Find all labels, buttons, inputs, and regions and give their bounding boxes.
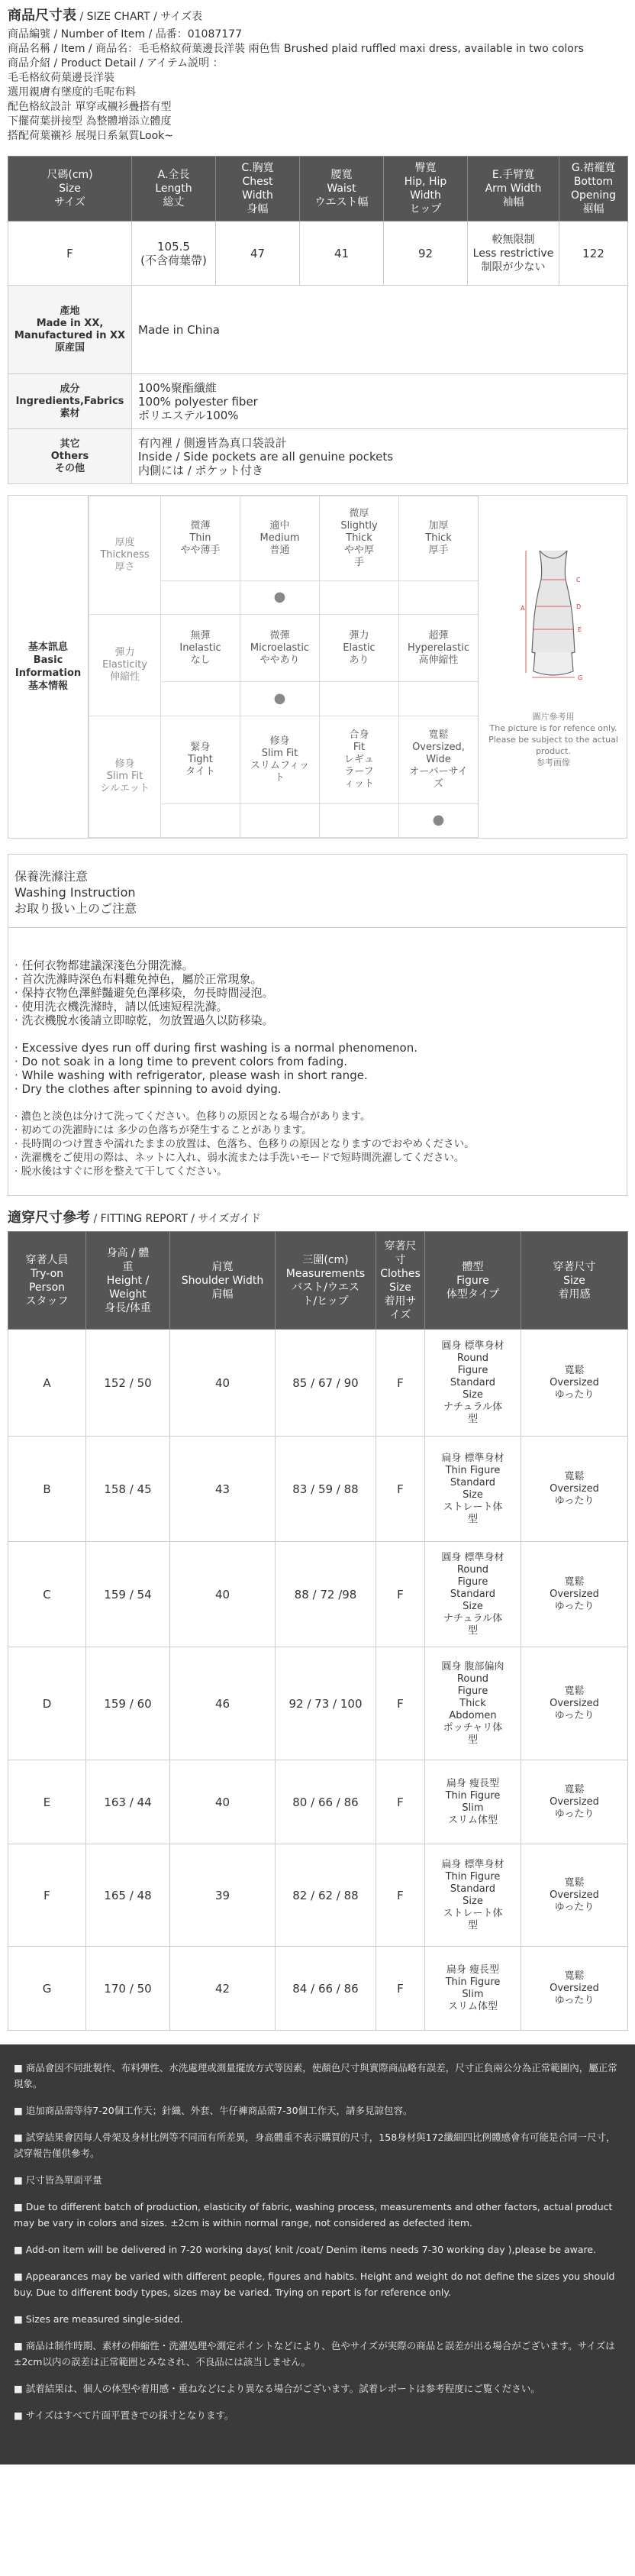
option-thick: 加厚 Thick 厚手 [399,496,479,581]
origin-label: 產地 Made in XX, Manufactured in XX 原産国 [8,286,132,374]
wash-line-zh: · 保持衣物色澤鮮豔避免色澤移染，勿長時間浸泡。 [15,986,274,1000]
option-inelastic: 無彈 Inelastic なし [161,614,240,682]
header-chest: C.胸寬 Chest Width 身幅 [216,157,300,221]
cell-person: A [8,1330,86,1437]
option-oversized: 寬鬆 Oversized, Wide オーバーサイ ズ [399,716,479,803]
note-line: ■ 追加商品需等待7-20個工作天；針織、外套、牛仔褲商品需7-30個工作天，請多見諒包容。 [14,2105,413,2116]
cell-fit: 寬鬆 Oversized ゆったり [521,1760,628,1844]
header-size: 尺碼(cm) Size サイズ [8,157,132,221]
cell-shoulder: 43 [170,1437,276,1542]
marker-cell [399,580,479,614]
wash-line-zh: · 首次洗滌時深色布料難免掉色，屬於正常現象。 [15,972,263,986]
cell-shoulder: 40 [170,1542,276,1647]
cell-shoulder: 46 [170,1647,276,1760]
cell-size: F [376,1647,425,1760]
header-waist: 腰寬 Waist ウエスト幅 [300,157,384,221]
marker-cell [399,682,479,716]
note-line: ■ Add-on item will be delivered in 7-20 working days( knit /coat/ Denim items needs 7-30 working day ),please be aware. [14,2244,597,2255]
marker-cell [320,803,399,837]
cell-height-weight: 163 / 44 [86,1760,170,1844]
table-row [8,1542,628,1647]
cell-fit: 寬鬆 Oversized ゆったり [521,1947,628,2031]
cell-figure: 扁身 標準身材 Thin Figure Standard Size ストレート体 型 [425,1437,521,1542]
header-arm: E.手臂寬 Arm Width 袖幅 [468,157,559,221]
fitting-subheading: / FITTING REPORT / サイズガイド [90,1213,261,1225]
table-row [8,374,628,429]
wash-line-en: · Do not soak in a long time to prevent colors from fading. [15,1055,348,1068]
cell-person: G [8,1947,86,2031]
table-row [8,429,628,484]
option-thin: 微薄 Thin やや薄手 [161,496,240,581]
note-line: ■ 試穿結果會因每人骨架及身材比例等不同而有所差異，身高體重不表示購買的尺寸，158身材與172纖細四比例體感會有可能是合同一尺寸，試穿報告僅供參考。 [14,2132,616,2159]
washing-body [8,928,627,1195]
note-line: ■ Appearances may be varied with different people, figures and habits. Height and weight do not define the sizes you should buy. Due to different body types, sizes may be varied. Trying on report is for reference only. [14,2271,615,2298]
marker-cell [320,682,399,716]
cell-person: C [8,1542,86,1647]
elasticity-row [89,614,479,682]
table-row [8,286,628,374]
cell-measurements: 84 / 66 / 86 [276,1947,376,2031]
cell-arm: 較無限制 Less restrictive 制限が少ない [468,221,559,286]
table-row [8,1844,628,1947]
cell-shoulder: 39 [170,1844,276,1947]
cell-fit: 寬鬆 Oversized ゆったり [521,1542,628,1647]
header-person: 穿著人員 Try-on Person スタッフ [8,1232,86,1330]
option-slightly-thick: 微厚 Slightly Thick やや厚 手 [320,496,399,581]
item-name: 商品名稱 / Item / 商品名：毛毛格紋荷葉邊長洋裝 兩色售 Brushed plaid ruffled maxi dress, available in two colors [8,43,584,55]
washing-title-zh: 保養洗滌注意 [15,869,89,884]
cell-figure: 圓身 標準身材 Round Figure Standard Size ナチュラル体 型 [425,1330,521,1437]
marker-cell [161,580,240,614]
dress-sketch-icon [479,496,628,702]
fitting-report-title [0,1196,635,1231]
cell-person: B [8,1437,86,1542]
cell-fit: 寬鬆 Oversized ゆったり [521,1330,628,1437]
cell-measurements: 88 / 72 /98 [276,1542,376,1647]
note-line: ■ サイズはすべて片面平置きでの採寸となります。 [14,2410,234,2421]
wash-line-en: · Excessive dyes run off during first washing is a normal phenomenon. [15,1041,417,1055]
cell-person: F [8,1844,86,1947]
svg-text:D: D [576,603,582,610]
wash-line-jp: · 脱水後はすぐに形を整えて干してください。 [15,1165,227,1178]
elasticity-label: 彈力 Elasticity 伸縮性 [89,614,161,716]
table-row [8,1947,628,2031]
cell-bottom: 122 [559,221,628,286]
option-hyperelastic: 超彈 Hyperelastic 高伸縮性 [399,614,479,682]
cell-fit: 寬鬆 Oversized ゆったり [521,1437,628,1542]
size-chart-subheading: / SIZE CHART / サイズ表 [76,11,203,23]
cell-size: F [376,1437,425,1542]
note-line: ■ 商品は制作時期、素材の伸縮性・洗濯処理や測定ポイントなどにより、色やサイズが実際の商品と誤差が出る場合がございます。サイズは±2cm以内の誤差は正常範囲とみなされ、不良品には該当しません。 [14,2340,615,2368]
wash-line-jp: · 初めての洗濯時には 多少の色落ちが発生することがあります。 [15,1124,312,1136]
header-bottom: G.裙襬寬 Bottom Opening 裾幅 [559,157,628,221]
cell-size: F [376,1760,425,1844]
header-shoulder: 肩寬 Shoulder Width 肩幅 [170,1232,276,1330]
size-table [8,156,628,484]
size-chart-title [0,0,635,27]
selected-dot-icon: ● [240,682,320,716]
detail-line: 毛毛格紋荷葉邊長洋裝 [8,72,114,84]
cell-person: D [8,1647,86,1760]
cell-figure: 扁身 標準身材 Thin Figure Standard Size ストレート体 型 [425,1844,521,1947]
basic-info-label: 基本訊息 Basic Information 基本情報 [8,496,89,838]
cell-height-weight: 159 / 60 [86,1647,170,1760]
washing-title-en: Washing Instruction [15,885,136,900]
svg-text:G: G [578,674,583,681]
wash-line-en: · Dry the clothes after spinning to avoid dying. [15,1082,282,1096]
detail-label: 商品介紹 / Product Detail / アイテム説明 ： [8,57,224,69]
fitting-heading: 適穿尺寸參考 [8,1210,90,1226]
washing-instruction [8,854,627,1196]
selected-dot-icon: ● [240,580,320,614]
fit-row [89,716,479,803]
cell-shoulder: 40 [170,1760,276,1844]
wash-line-zh: · 使用洗衣機洗滌時，請以低速短程洗滌。 [15,1000,228,1013]
table-row [8,1437,628,1542]
cell-hip: 92 [384,221,468,286]
cell-waist: 41 [300,221,384,286]
wash-line-jp: · 洗濯機をご使用の際は、ネットに入れ、弱水流または手洗いモードで短時間洗濯してください。 [15,1152,465,1164]
cell-size: F [376,1844,425,1947]
detail-line: 配色格紋設計 單穿或襯衫疊搭有型 [8,101,172,113]
wash-line-jp: · 濃色と淡色は分けて洗ってください。色移りの原因となる場合があります。 [15,1110,371,1123]
others-value: 有內裡 / 側邊皆為真口袋設計 Inside / Side pockets are all genuine pockets 内側には / ポケット付き [132,429,628,484]
wash-line-en: · While washing with refrigerator, please wash in short range. [15,1068,368,1082]
washing-title-jp: お取り扱い上のご注意 [15,901,137,916]
size-table-header [8,157,628,221]
cell-measurements: 85 / 67 / 90 [276,1330,376,1437]
option-elastic: 彈力 Elastic あり [320,614,399,682]
table-row [8,1647,628,1760]
cell-height-weight: 170 / 50 [86,1947,170,2031]
cell-chest: 47 [216,221,300,286]
header-hip: 臀寬 Hip, Hip Width ヒップ [384,157,468,221]
cell-height-weight: 159 / 54 [86,1542,170,1647]
item-number: 商品編號 / Number of Item / 品番：01087177 [8,28,242,40]
fit-label: 修身 Slim Fit シルエット [89,716,161,837]
marker-cell [320,580,399,614]
fabric-value: 100%聚酯纖維 100% polyester fiber ポリエステル100% [132,374,628,429]
header-height-weight: 身高 / 體 重 Height / Weight 身長/体重 [86,1232,170,1330]
table-row [8,1330,628,1437]
detail-line: 下擺荷葉拼接型 為整體增添立體度 [8,115,172,128]
cell-measurements: 80 / 66 / 86 [276,1760,376,1844]
option-tight: 緊身 Tight タイト [161,716,240,803]
marker-cell [240,803,320,837]
basic-info-panel [8,495,627,839]
svg-text:A: A [521,605,525,612]
fabric-label: 成分 Ingredients,Fabrics 素材 [8,374,132,429]
note-line: ■ 尺寸皆為單面平量 [14,2174,102,2186]
cell-length: 105.5 (不含荷葉帶) [132,221,216,286]
note-line: ■ Due to different batch of production, elasticity of fabric, washing process, measurements and other factors, actual product may be vary in colors and sizes. ±2cm is within normal range, not considered as defected item. [14,2201,613,2229]
others-label: 其它 Others その他 [8,429,132,484]
cell-measurements: 83 / 59 / 88 [276,1437,376,1542]
table-row [8,1760,628,1844]
cell-shoulder: 40 [170,1330,276,1437]
cell-height-weight: 152 / 50 [86,1330,170,1437]
marker-cell [161,682,240,716]
cell-height-weight: 158 / 45 [86,1437,170,1542]
wash-line-zh: · 洗衣機脫水後請立即晾乾，勿放置過久以防移染。 [15,1013,274,1027]
washing-title [8,855,627,928]
thickness-row [89,496,479,581]
garment-diagram [478,496,627,838]
cell-height-weight: 165 / 48 [86,1844,170,1947]
cell-size: F [376,1330,425,1437]
option-medium: 適中 Medium 普通 [240,496,320,581]
detail-line: 選用親膚有墜度的毛呢布料 [8,86,136,99]
cell-size: F [8,221,132,286]
marker-cell [161,803,240,837]
note-line: ■ 商品會因不同批製作、布料彈性、水洗處理或測量擺放方式等因素，使顏色尺寸與實際商品略有誤差，尺寸正負兩公分為正常範圍內，屬正常現象。 [14,2062,617,2090]
thickness-label: 厚度 Thickness 厚さ [89,496,161,615]
wash-line-zh: · 任何衣物都建議深淺色分開洗滌。 [15,958,194,972]
wash-line-jp: · 長時間のつけ置きや濡れたままの放置は、色落ち、色移りの原因となりますのでおやめください。 [15,1138,475,1150]
svg-text:C: C [576,577,581,583]
cell-figure: 圓身 腹部偏肉 Round Figure Thick Abdomen ポッチャリ体 型 [425,1647,521,1760]
figure-caption: 圖片參考用 The picture is for refence only. Please be subject to the actual product. 参考画像 [488,712,618,768]
header-measurements: 三圍(cm) Measurements バスト/ウエス ト/ヒップ [276,1232,376,1330]
fitting-table-header [8,1232,628,1330]
header-clothes-size: 穿著尺 寸 Clothes Size 着用サ イズ [376,1232,425,1330]
selected-dot-icon: ● [399,803,479,837]
cell-measurements: 92 / 73 / 100 [276,1647,376,1760]
table-row [8,221,628,286]
cell-size: F [376,1947,425,2031]
basic-info-grid [89,496,479,838]
product-info [0,27,635,151]
header-length: A.全長 Length 総丈 [132,157,216,221]
option-slim-fit: 修身 Slim Fit スリムフィッ ト [240,716,320,803]
cell-figure: 扁身 瘦長型 Thin Figure Slim スリム体型 [425,1760,521,1844]
cell-figure: 扁身 瘦長型 Thin Figure Slim スリム体型 [425,1947,521,2031]
notes-panel [0,2044,635,2464]
cell-size: F [376,1542,425,1647]
option-fit: 合身 Fit レギュ ラーフ ィット [320,716,399,803]
origin-value: Made in China [132,286,628,374]
option-microelastic: 微彈 Microelastic ややあり [240,614,320,682]
header-fit: 穿著尺寸 Size 着用感 [521,1232,628,1330]
svg-text:E: E [578,626,582,633]
cell-fit: 寬鬆 Oversized ゆったり [521,1844,628,1947]
note-line: ■ Sizes are measured single-sided. [14,2313,183,2325]
header-figure: 體型 Figure 体型タイプ [425,1232,521,1330]
cell-figure: 圓身 標準身材 Round Figure Standard Size ナチュラル体 型 [425,1542,521,1647]
size-chart-heading: 商品尺寸表 [8,8,76,24]
cell-fit: 寬鬆 Oversized ゆったり [521,1647,628,1760]
cell-measurements: 82 / 62 / 88 [276,1844,376,1947]
cell-person: E [8,1760,86,1844]
cell-shoulder: 42 [170,1947,276,2031]
note-line: ■ 試着結果は、個人の体型や着用感・重ねなどにより異なる場合がございます。試着レポートは参考程度にご覧ください。 [14,2383,540,2394]
fitting-table [8,1231,628,2031]
detail-line: 搭配荷葉襯衫 展現日系氣質Look~ [8,130,173,142]
